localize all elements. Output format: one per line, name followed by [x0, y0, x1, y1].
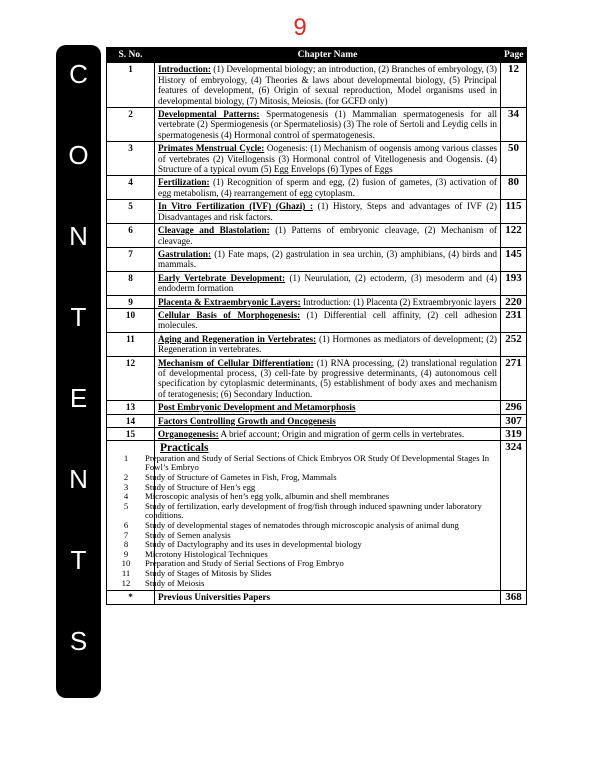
chapter-row [107, 63, 527, 108]
chapter-name [155, 142, 501, 176]
practical-item [107, 579, 497, 589]
practicals-cell [121, 441, 501, 591]
practical-text: Preparation and Study of Serial Sections of Frog Embryo [145, 558, 344, 569]
chapter-name [155, 401, 501, 414]
header-sno: S. No. [107, 48, 155, 63]
chapter-row [107, 356, 527, 401]
chapter-page: 271 [501, 356, 527, 401]
chapter-title: Post Embryonic Development and Metamorphosis [158, 402, 356, 413]
chapter-title: Gastrulation: [158, 248, 212, 259]
contents-table [106, 47, 527, 605]
practical-number: 5 [123, 500, 129, 511]
chapter-sno: 13 [107, 401, 155, 414]
chapter-sno: 2 [107, 108, 155, 142]
chapter-topics: Spermatogenesis (1) Mammalian spermatogenesis for all vertebrate (2) Spermiogenesis (or Spermateliosis) (3) The role of Sertoli and Leydig cells in spermatogenesis (4) Hormonal control of spermatogenesis. [158, 109, 497, 140]
chapter-page: 307 [501, 414, 527, 427]
practical-item [107, 454, 497, 473]
chapter-title: Primates Menstrual Cycle: [158, 143, 265, 154]
practical-number: 10 [121, 558, 131, 569]
chapter-name [155, 271, 501, 295]
chapter-name [155, 224, 501, 248]
chapter-name [155, 176, 501, 200]
chapter-sno: 8 [107, 271, 155, 295]
chapter-topics: A brief account; Origin and migration of germ cells in vertebrates. [218, 429, 465, 439]
chapter-sno: 15 [107, 428, 155, 441]
practical-number: 1 [123, 452, 129, 463]
chapter-title: Organogenesis: [158, 429, 219, 439]
chapter-topics: Oogenesis: (1) Mechanism of oogensis among various classes of vertebrates (2) Vitellogensis (3) Hormonal control of Vitellogenesis and Oogensis. (4) Structure of a typical ovum (5) Egg Envelops (6) Types of Eggs [158, 143, 497, 175]
chapter-sno: 9 [107, 295, 155, 308]
practical-text: Preparation and Study of Serial Sections of Chick Embryos OR Study Of Developmental Stages In Fowl’s Embryo [145, 452, 490, 473]
chapter-page: 122 [501, 224, 527, 248]
final-page: 368 [501, 591, 527, 604]
chapter-title: Cellular Basis of Morphogenesis: [158, 309, 301, 320]
chapter-title: Placenta & Extraembryonic Layers: [158, 296, 301, 307]
side-letter: C [69, 59, 88, 89]
chapter-title: Developmental Patterns: [158, 109, 260, 120]
page-number: 9 [293, 14, 307, 41]
practical-text: Study of developmental stages of nematodes through microscopic analysis of animal dung [145, 519, 459, 530]
chapter-row [107, 200, 527, 224]
chapter-sno: 14 [107, 414, 155, 427]
chapter-topics: (1) Recognition of sperm and egg, (2) fusion of gametes, (3) activation of egg metabolism, (4) rearrangement of egg cytoplasm. [158, 177, 497, 198]
practicals-heading: Practicals [160, 442, 209, 455]
side-letter: N [69, 464, 88, 494]
practical-text: Study of Structure of Gametes in Fish, Frog, Mammals [145, 472, 337, 482]
practical-number: 11 [121, 567, 131, 578]
header-chapter-name: Chapter Name [155, 48, 501, 63]
chapter-row [107, 224, 527, 248]
table-header [107, 48, 527, 63]
chapter-topics: (1) History, Steps and advantages of IVF (2) Disadvantages and risk factors. [158, 201, 497, 222]
chapter-page: 145 [501, 247, 527, 271]
chapter-page: 193 [501, 271, 527, 295]
chapter-page: 252 [501, 332, 527, 356]
practical-text: Study of Semen analysis [145, 529, 231, 540]
chapter-row [107, 176, 527, 200]
chapter-sno: 11 [107, 332, 155, 356]
chapter-page: 296 [501, 401, 527, 414]
contents-sidebar [56, 45, 101, 698]
final-row [107, 591, 527, 604]
chapter-row [107, 401, 527, 414]
chapter-sno: 3 [107, 142, 155, 176]
chapter-page: 319 [501, 428, 527, 441]
practical-number: 9 [123, 548, 129, 559]
chapter-title: Cleavage and Blastolation: [158, 225, 270, 236]
chapter-page: 80 [501, 176, 527, 200]
chapter-sno: 5 [107, 200, 155, 224]
practical-number: 2 [123, 472, 129, 482]
chapter-name [155, 428, 501, 441]
practical-text: Microtony Histological Techniques [145, 548, 268, 559]
practical-number: 12 [121, 577, 131, 588]
chapter-topics: (1) Neurulation, (2) ectoderm, (3) mesoderm and (4) endoderm formation [158, 272, 498, 294]
chapter-title: Mechanism of Cellular Differentiation: [158, 357, 314, 368]
final-sno: * [107, 591, 155, 604]
chapter-topics: Introduction: (1) Placenta (2) Extraembryonic layers [300, 296, 497, 307]
chapter-sno: 1 [107, 63, 155, 108]
chapter-name [155, 356, 501, 401]
chapter-sno: 4 [107, 176, 155, 200]
chapter-title: In Vitro Fertilization (IVF) (Ghazi) : [158, 201, 314, 212]
side-letter: T [70, 302, 87, 332]
chapter-sno: 6 [107, 224, 155, 248]
chapter-row [107, 295, 527, 308]
chapter-row [107, 271, 527, 295]
chapter-name [155, 63, 501, 108]
practical-number: 3 [123, 481, 129, 492]
chapter-topics: (1) Hormones as mediators of development; (2) Regeneration in vertebrates. [158, 333, 497, 355]
practical-text: Study of fertilization, early development of frog/fish through induced spawning under laboratory conditions. [145, 500, 482, 521]
chapter-name [155, 108, 501, 142]
chapter-name [155, 247, 501, 271]
chapter-row [107, 142, 527, 176]
chapter-page: 12 [501, 63, 527, 108]
chapter-page: 220 [501, 295, 527, 308]
practical-text: Microscopic analysis of hen’s egg yolk, albumin and shell membranes [145, 491, 390, 502]
practical-number: 8 [123, 539, 129, 550]
chapter-topics: (1) Differential cell affinity, (2) cell adhesion molecules. [158, 309, 498, 331]
chapter-row [107, 247, 527, 271]
chapter-row [107, 108, 527, 142]
chapter-page: 231 [501, 308, 527, 332]
header-page: Page [501, 48, 527, 63]
practical-text: Study of Meiosis [145, 577, 205, 588]
practicals-list [107, 454, 497, 588]
chapter-row [107, 414, 527, 427]
side-letter: S [69, 626, 88, 656]
practical-text: Study of Structure of Hen’s egg [145, 481, 256, 492]
chapter-page: 50 [501, 142, 527, 176]
chapter-title: Early Vertebrate Development: [158, 272, 286, 283]
chapter-sno: 10 [107, 308, 155, 332]
chapter-topics: (1) Fate maps, (2) gastrulation in sea urchin, (3) amphibians, (4) birds and mammals. [158, 248, 497, 270]
chapter-title: Aging and Regeneration in Vertebrates: [158, 333, 317, 344]
practical-text: Study of Stages of Mitosis by Slides [145, 567, 272, 578]
chapter-name [155, 200, 501, 224]
chapter-name [155, 295, 501, 308]
practical-number: 6 [123, 519, 129, 530]
practical-number: 7 [123, 529, 129, 540]
chapter-name [155, 414, 501, 427]
chapter-topics: (1) Developmental biology; an introduction, (2) Branches of embryology, (3) History of embryology, (4) Theories & laws about developmental biology, (5) Principal features of development, (6) Origin of sexual reproduction, Model organisms used in developmental biology, (7) Mitosis, Meiosis. (for GCFD only) [158, 64, 497, 106]
practicals-row [107, 441, 527, 591]
chapter-row [107, 308, 527, 332]
practical-text: Study of Dactylography and its uses in developmental biology [145, 539, 362, 550]
side-letter: T [70, 545, 87, 575]
chapter-sno: 12 [107, 356, 155, 401]
side-letter: O [68, 140, 89, 170]
chapter-name [155, 308, 501, 332]
chapter-name [155, 332, 501, 356]
chapter-title: Fertilization: [158, 177, 210, 188]
practical-number: 4 [123, 491, 129, 502]
side-letter: E [69, 383, 88, 413]
chapter-row [107, 332, 527, 356]
chapter-sno: 7 [107, 247, 155, 271]
chapter-page: 115 [501, 200, 527, 224]
side-letter: N [69, 221, 88, 251]
final-title: Previous Universities Papers [155, 591, 501, 604]
chapter-topics: (1) RNA processing, (2) translational regulation of developmental process, (3) cell-fate by progressive determinants, (4) autonomous cell specification by cytoplasmic determinants, (5) establishment of body axes and mechanism of teratogenesis; (6) Secondary Induction. [158, 357, 497, 399]
practicals-page: 324 [501, 441, 527, 591]
chapter-topics: (1) Patterns of embryonic cleavage, (2) Mechanism of cleavage. [158, 225, 497, 246]
practical-item [107, 502, 497, 521]
chapter-page: 34 [501, 108, 527, 142]
chapter-row [107, 428, 527, 441]
chapter-title: Introduction: [158, 64, 211, 75]
chapter-title: Factors Controlling Growth and Oncogenesis [158, 415, 336, 426]
